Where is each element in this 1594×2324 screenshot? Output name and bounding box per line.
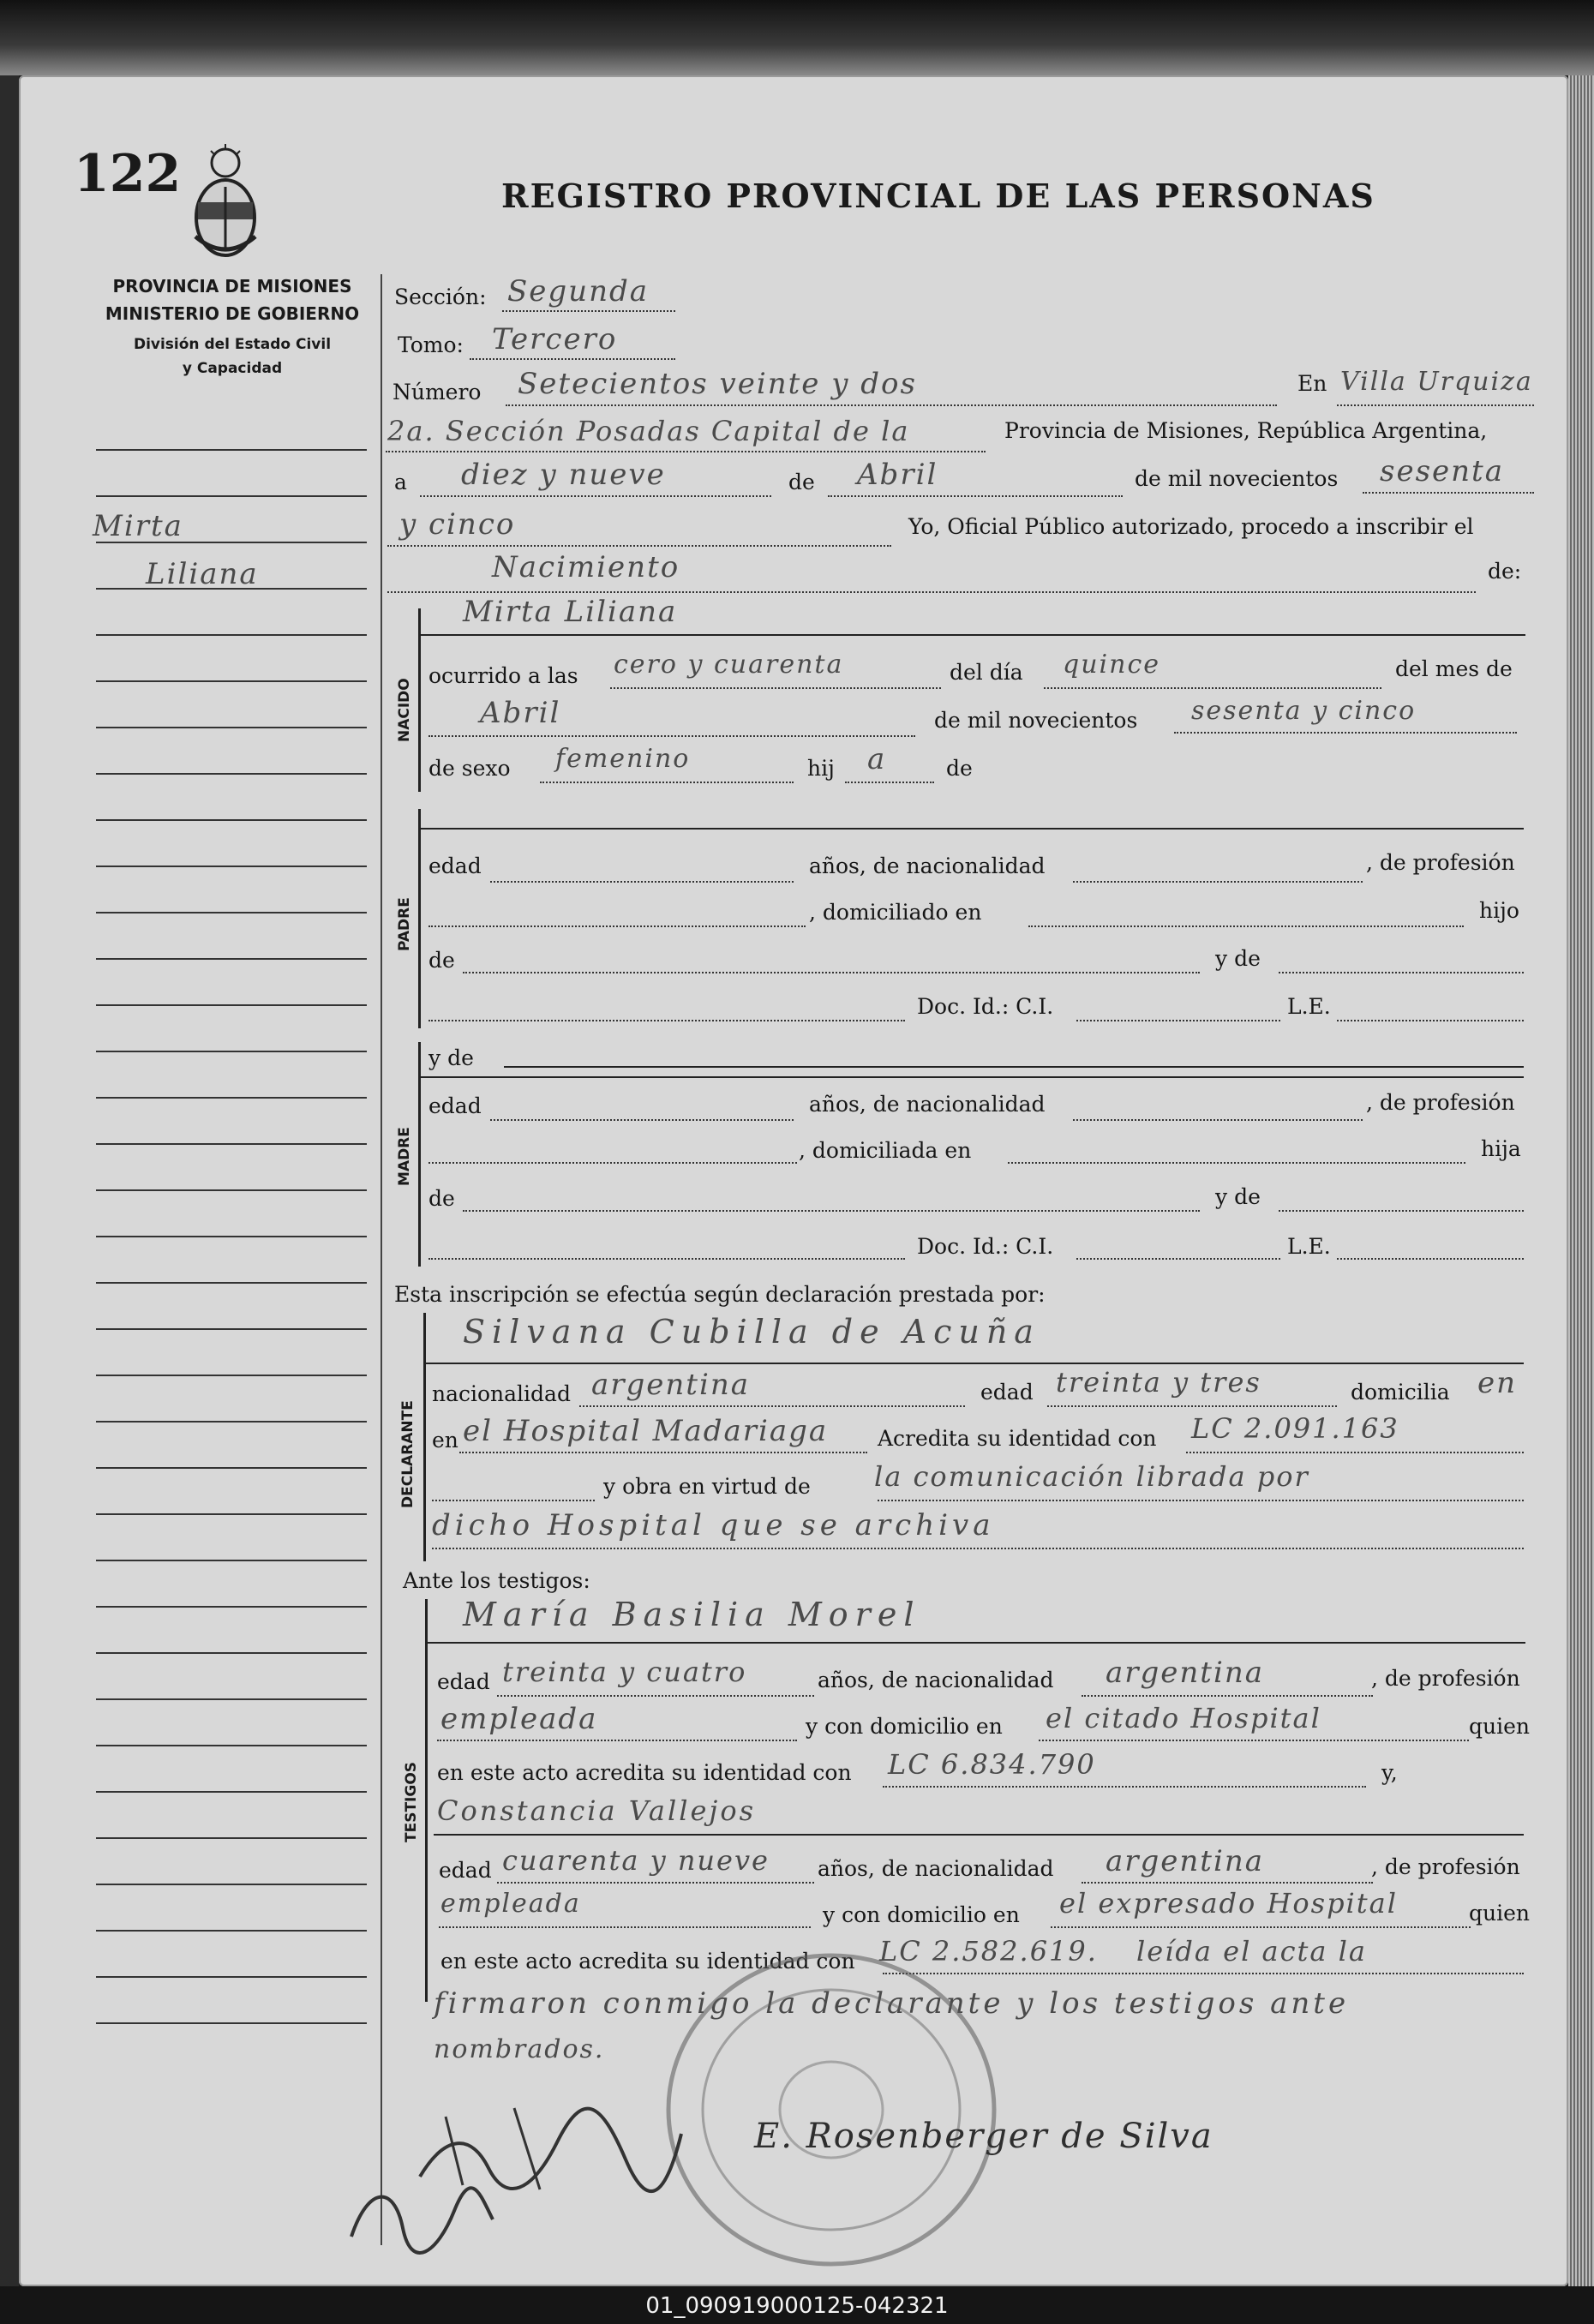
madre-hija-label: hija xyxy=(1481,1136,1521,1161)
madre-doc-label: Doc. Id.: C.I. xyxy=(917,1234,1054,1259)
margin-ruled-line xyxy=(96,1837,367,1839)
numero-label: Número xyxy=(393,380,482,404)
en-label: En xyxy=(1297,371,1327,396)
testigo1-y-label: y, xyxy=(1381,1760,1398,1785)
mes-nac-line xyxy=(428,735,915,737)
division-line2: y Capacidad xyxy=(182,360,283,377)
padre-de-line xyxy=(463,972,1200,973)
madre-edad-label: edad xyxy=(428,1093,482,1118)
testigo2-edad-value: cuarenta y nueve xyxy=(502,1844,770,1877)
testigo1-dom-line xyxy=(1039,1740,1469,1741)
declarante-name-value: Silvana Cubilla de Acuña xyxy=(463,1313,1040,1351)
document-title: REGISTRO PROVINCIAL DE LAS PERSONAS xyxy=(501,177,1375,215)
testigo1-prof-value: empleada xyxy=(440,1702,598,1736)
closing-line2: firmaron conmigo la declarante y los testigos ante xyxy=(434,1986,1350,2021)
anio-nac-value: sesenta y cinco xyxy=(1191,696,1417,726)
dia-value: diez y nueve xyxy=(461,458,666,492)
lugar-line xyxy=(386,451,986,452)
padre-top-line xyxy=(418,828,1524,830)
testigo1-profesion-label: , de profesión xyxy=(1371,1666,1520,1691)
padre-bracket xyxy=(418,809,446,1028)
declarante-lugar-line xyxy=(459,1452,867,1453)
del-dia-label: del día xyxy=(950,660,1023,685)
official-seal-icon xyxy=(651,1938,1011,2281)
margin-ruled-line xyxy=(96,1375,367,1376)
testigos-section-label: TESTIGOS xyxy=(403,1761,420,1842)
margin-ruled-line xyxy=(96,1513,367,1515)
margin-ruled-line xyxy=(96,2022,367,2024)
padre-prof-line xyxy=(428,925,806,927)
testigo-signature-icon xyxy=(343,2159,497,2262)
document-code: 01_090919000125-042321 xyxy=(645,2293,949,2319)
madre-y-de-top-line xyxy=(504,1066,1524,1068)
declarante-obra-line xyxy=(878,1500,1524,1501)
margin-ruled-line xyxy=(96,1236,367,1237)
margin-ruled-line xyxy=(96,1745,367,1746)
sexo-value: femenino xyxy=(555,744,691,774)
madre-y-de-label: y de xyxy=(1215,1184,1261,1209)
numero-value: Setecientos veinte y dos xyxy=(518,367,917,401)
testigo1-edad-label: edad xyxy=(437,1669,490,1694)
declarante-edad-label: edad xyxy=(980,1380,1034,1405)
testigo1-domicilio-label: y con domicilio en xyxy=(806,1714,1003,1739)
margin-ruled-line xyxy=(96,634,367,636)
padre-le-label: L.E. xyxy=(1287,994,1331,1019)
seccion-value: Segunda xyxy=(507,274,650,308)
madre-edad-line xyxy=(490,1119,794,1121)
ministry-name: MINISTERIO DE GOBIERNO xyxy=(105,303,360,324)
madre-de-line xyxy=(463,1210,1200,1212)
acto-line xyxy=(387,591,1476,593)
tomo-value: Tercero xyxy=(492,322,618,356)
seccion-line xyxy=(502,310,675,312)
padre-domiciliado-label: , domiciliado en xyxy=(809,900,982,925)
testigo2-prof-value: empleada xyxy=(440,1889,581,1919)
margin-ruled-line xyxy=(96,1467,367,1469)
madre-anios-label: años, de nacionalidad xyxy=(809,1092,1046,1117)
margin-ruled-line xyxy=(96,1791,367,1793)
margin-ruled-line xyxy=(96,1884,367,1885)
margin-ruled-line xyxy=(96,1930,367,1932)
en-value: Villa Urquiza xyxy=(1340,367,1533,397)
margin-ruled-line xyxy=(96,773,367,775)
declarante-en-label: en xyxy=(432,1428,458,1452)
tomo-label: Tomo: xyxy=(398,332,464,357)
declarante-obra-label: y obra en virtud de xyxy=(603,1474,811,1499)
madre-y-de-line xyxy=(1279,1210,1524,1212)
form-divider xyxy=(381,274,382,2245)
declarante-domicilia-value: en xyxy=(1477,1366,1518,1400)
declarante-acredita-label: Acredita su identidad con xyxy=(878,1426,1157,1451)
testigo1-dom-value: el citado Hospital xyxy=(1046,1702,1321,1734)
declarante-lugar-value: el Hospital Madariaga xyxy=(463,1414,829,1448)
margin-name-line1: Mirta xyxy=(93,509,183,543)
padre-anios-label: años, de nacionalidad xyxy=(809,854,1046,878)
declarante-doc-line xyxy=(1186,1452,1524,1453)
padre-doc-line xyxy=(428,1020,905,1021)
acto-value: Nacimiento xyxy=(492,550,680,584)
testigo2-nac-value: argentina xyxy=(1106,1844,1265,1878)
padre-y-de-label: y de xyxy=(1215,946,1261,971)
padre-nac-line xyxy=(1073,881,1363,883)
testigo2-anios-label: años, de nacionalidad xyxy=(818,1856,1054,1881)
numero-line xyxy=(506,404,1277,406)
page-number: 122 xyxy=(74,144,182,204)
book-binding xyxy=(0,0,1594,75)
margin-name-line2: Liliana xyxy=(146,557,259,591)
hora-line xyxy=(610,687,941,689)
anio-nac-line xyxy=(1174,732,1517,734)
declarante-obra-value2: dicho Hospital que se archiva xyxy=(432,1508,995,1542)
en-line xyxy=(1337,404,1534,406)
book-spine xyxy=(0,75,19,2324)
testigo2-dom-value: el expresado Hospital xyxy=(1059,1887,1398,1920)
declarante-doc-value: LC 2.091.163 xyxy=(1191,1412,1399,1445)
padre-ci-line xyxy=(1076,1020,1280,1021)
closing-line1: leída el acta la xyxy=(1136,1935,1367,1968)
mil-nac-label: de mil novecientos xyxy=(934,708,1138,733)
dia-nac-line xyxy=(1044,687,1381,689)
padre-edad-label: edad xyxy=(428,854,482,878)
margin-ruled-line xyxy=(96,680,367,682)
madre-top-line xyxy=(420,1076,1524,1078)
sexo-label: de sexo xyxy=(428,756,511,781)
margin-ruled-line xyxy=(96,495,367,497)
provincia-text: Provincia de Misiones, República Argentina, xyxy=(1004,418,1488,443)
testigo2-dom-line xyxy=(1051,1926,1471,1928)
testigo1-nac-line xyxy=(1082,1695,1373,1697)
margin-ruled-line xyxy=(96,727,367,728)
declarante-obra-line2 xyxy=(432,1548,1524,1549)
seccion-label: Sección: xyxy=(394,285,487,309)
de-colon: de: xyxy=(1488,559,1522,584)
testigo1-edad-value: treinta y cuatro xyxy=(502,1656,747,1688)
declarante-obra-pre-line xyxy=(432,1500,595,1501)
closing-line3: nombrados. xyxy=(434,2034,605,2064)
margin-ruled-line xyxy=(96,1051,367,1052)
declarante-edad-line xyxy=(1047,1405,1337,1407)
page-edges xyxy=(1568,75,1594,2324)
sexo-line xyxy=(540,782,794,783)
mes-nac-value: Abril xyxy=(480,696,561,730)
anio-line xyxy=(1363,492,1534,494)
testigo1-quien-label: quien xyxy=(1469,1714,1530,1739)
testigo2-edad-label: edad xyxy=(439,1858,492,1883)
dia-nac-value: quince xyxy=(1063,650,1160,680)
ocurrido-label: ocurrido a las xyxy=(428,663,578,688)
oficial-signature: E. Rosenberger de Silva xyxy=(754,2117,1213,2156)
madre-le-label: L.E. xyxy=(1287,1234,1331,1259)
nacido-name-line xyxy=(420,634,1525,636)
madre-dom-line xyxy=(1008,1162,1465,1164)
province-name: PROVINCIA DE MISIONES xyxy=(112,276,352,296)
testigo1-doc-line xyxy=(883,1786,1366,1788)
coat-of-arms-icon xyxy=(187,142,264,262)
testigo2-domicilio-label: y con domicilio en xyxy=(823,1902,1020,1927)
declarante-nac-value: argentina xyxy=(591,1368,751,1402)
margin-ruled-line xyxy=(96,958,367,960)
division-line1: División del Estado Civil xyxy=(133,336,332,353)
margin-ruled-line xyxy=(96,1097,367,1099)
dia-line xyxy=(420,495,771,497)
padre-doc-label: Doc. Id.: C.I. xyxy=(917,994,1054,1019)
declarante-domicilia-label: domicilia xyxy=(1351,1380,1450,1405)
margin-ruled-line xyxy=(96,819,367,821)
declarante-section-label: DECLARANTE xyxy=(399,1400,416,1508)
anio-line2 xyxy=(387,545,891,547)
madre-domiciliada-label: , domiciliada en xyxy=(799,1138,972,1163)
testigo1-doc-value: LC 6.834.790 xyxy=(888,1748,1096,1781)
testigo1-prof-line xyxy=(437,1740,797,1741)
padre-dom-line xyxy=(1028,925,1464,927)
margin-ruled-line xyxy=(96,1652,367,1654)
madre-ci-line xyxy=(1076,1258,1280,1260)
nacido-name-value: Mirta Liliana xyxy=(463,595,678,629)
madre-le-line xyxy=(1337,1258,1524,1260)
mes-line xyxy=(828,495,1123,497)
testigo2-acredita-label: en este acto acredita su identidad con xyxy=(440,1949,855,1974)
testigo2-profesion-label: , de profesión xyxy=(1371,1854,1520,1879)
margin-ruled-line xyxy=(96,1560,367,1561)
tomo-line xyxy=(470,358,675,360)
hora-value: cero y cuarenta xyxy=(614,650,844,680)
lugar-value: 2a. Sección Posadas Capital de la xyxy=(387,415,910,447)
testigo1-edad-line xyxy=(497,1695,814,1697)
nacido-section-label: NACIDO xyxy=(396,678,413,742)
yo-text: Yo, Oficial Público autorizado, procedo a inscribir el xyxy=(908,514,1474,539)
padre-le-line xyxy=(1337,1020,1524,1021)
margin-ruled-line xyxy=(96,1421,367,1423)
testigo1-nac-value: argentina xyxy=(1106,1656,1265,1690)
padre-y-de-line xyxy=(1279,972,1524,973)
footer-bar xyxy=(0,2286,1594,2324)
de-label: de xyxy=(788,470,815,494)
hij-line xyxy=(845,782,934,783)
declarante-edad-value: treinta y tres xyxy=(1056,1366,1261,1399)
del-mes-label: del mes de xyxy=(1395,656,1513,681)
margin-ruled-line xyxy=(96,1004,367,1006)
margin-ruled-line xyxy=(96,1189,367,1191)
nacido-de-label: de xyxy=(946,756,973,781)
declarante-intro: Esta inscripción se efectúa según declaración prestada por: xyxy=(394,1282,1046,1307)
margin-ruled-line xyxy=(96,1143,367,1145)
margin-ruled-line xyxy=(96,1282,367,1284)
mil-text: de mil novecientos xyxy=(1135,466,1339,491)
declarante-obra-value: la comunicación librada por xyxy=(874,1460,1309,1493)
declarante-nac-label: nacionalidad xyxy=(432,1381,571,1406)
madre-y-de-top: y de xyxy=(428,1045,474,1070)
padre-de-label: de xyxy=(428,948,455,973)
madre-de-label: de xyxy=(428,1186,455,1211)
madre-doc-line xyxy=(428,1258,905,1260)
testigo1-name-line xyxy=(427,1642,1525,1644)
testigo1-acredita-label: en este acto acredita su identidad con xyxy=(437,1760,852,1785)
testigos-intro: Ante los testigos: xyxy=(403,1568,590,1593)
testigo2-doc-value: LC 2.582.619. xyxy=(879,1935,1098,1968)
margin-ruled-line xyxy=(96,1606,367,1608)
declarante-name-line xyxy=(425,1363,1524,1364)
margin-ruled-line xyxy=(96,912,367,913)
padre-section-label: PADRE xyxy=(396,897,413,951)
hij-label: hij xyxy=(807,756,835,781)
margin-ruled-line xyxy=(96,449,367,451)
madre-section-label: MADRE xyxy=(396,1127,413,1186)
margin-ruled-line xyxy=(96,1698,367,1700)
padre-edad-line xyxy=(490,881,794,883)
padre-profesion-label: , de profesión xyxy=(1366,850,1515,875)
declarante-nac-line xyxy=(579,1405,965,1407)
testigo2-prof-line xyxy=(439,1926,811,1928)
madre-profesion-label: , de profesión xyxy=(1366,1090,1515,1115)
testigo2-nac-line xyxy=(1082,1882,1373,1884)
padre-hijo-label: hijo xyxy=(1479,898,1519,923)
a-label: a xyxy=(394,470,407,494)
testigo2-edad-line xyxy=(497,1882,814,1884)
testigo2-quien-label: quien xyxy=(1469,1901,1530,1926)
anio-value2: y cinco xyxy=(399,507,516,542)
testigo1-anios-label: años, de nacionalidad xyxy=(818,1668,1054,1692)
margin-ruled-line xyxy=(96,1328,367,1330)
madre-prof-line xyxy=(428,1162,797,1164)
hij-value: a xyxy=(867,742,887,776)
anio-value: sesenta xyxy=(1380,454,1504,488)
testigo2-name-line xyxy=(434,1834,1524,1836)
mes-value: Abril xyxy=(857,458,938,492)
margin-ruled-line xyxy=(96,866,367,867)
testigo2-name-value: Constancia Vallejos xyxy=(437,1794,756,1827)
testigo1-name-value: María Basilia Morel xyxy=(463,1596,921,1633)
madre-nac-line xyxy=(1073,1119,1363,1121)
margin-ruled-line xyxy=(96,1976,367,1978)
